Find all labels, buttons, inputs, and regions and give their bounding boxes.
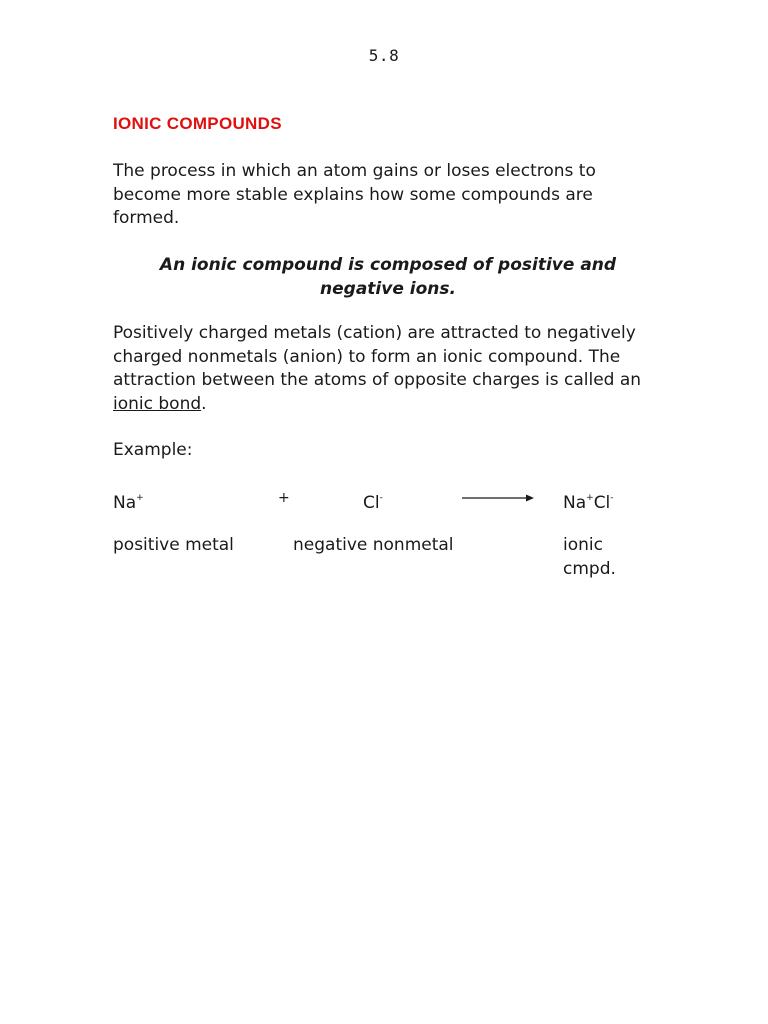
chloride-charge: - xyxy=(379,493,383,503)
example-label: Example: xyxy=(113,440,193,460)
sodium-ion xyxy=(113,486,144,515)
label-ionic-line1: ionic xyxy=(563,535,603,555)
product-anion-symbol: Cl xyxy=(593,493,611,513)
label-negative-nonmetal: negative nonmetal xyxy=(293,535,454,555)
sodium-symbol: Na xyxy=(113,493,137,513)
label-ionic-compound xyxy=(563,533,653,581)
product-cation-charge: + xyxy=(586,493,594,503)
label-ionic-line2: cmpd. xyxy=(563,559,616,579)
plus-sign: + xyxy=(278,490,290,506)
chloride-symbol: Cl xyxy=(363,493,380,513)
sodium-chloride-product xyxy=(563,486,614,515)
ionic-bond-term: ionic bond xyxy=(113,393,202,414)
section-heading: IONIC COMPOUNDS xyxy=(113,114,282,133)
definition-statement: An ionic compound is composed of positive and negative ions. xyxy=(159,255,617,299)
page-number: 5.8 xyxy=(368,46,400,65)
sodium-charge: + xyxy=(136,493,144,503)
label-positive-metal: positive metal xyxy=(113,535,234,555)
chloride-ion xyxy=(363,486,383,515)
explanation-text: Positively charged metals (cation) are attracted to negatively charged nonmetals (anion) to form an ionic compound. The attraction between the atoms of opposite charges is called an xyxy=(113,323,642,390)
explanation-end: . xyxy=(201,393,207,414)
reaction-arrow-icon xyxy=(462,492,534,504)
product-anion-charge: - xyxy=(610,493,614,503)
product-cation-symbol: Na xyxy=(563,493,587,513)
explanation-paragraph xyxy=(113,322,658,416)
intro-paragraph: The process in which an atom gains or loses electrons to become more stable explains how some compounds are formed. xyxy=(113,161,596,228)
